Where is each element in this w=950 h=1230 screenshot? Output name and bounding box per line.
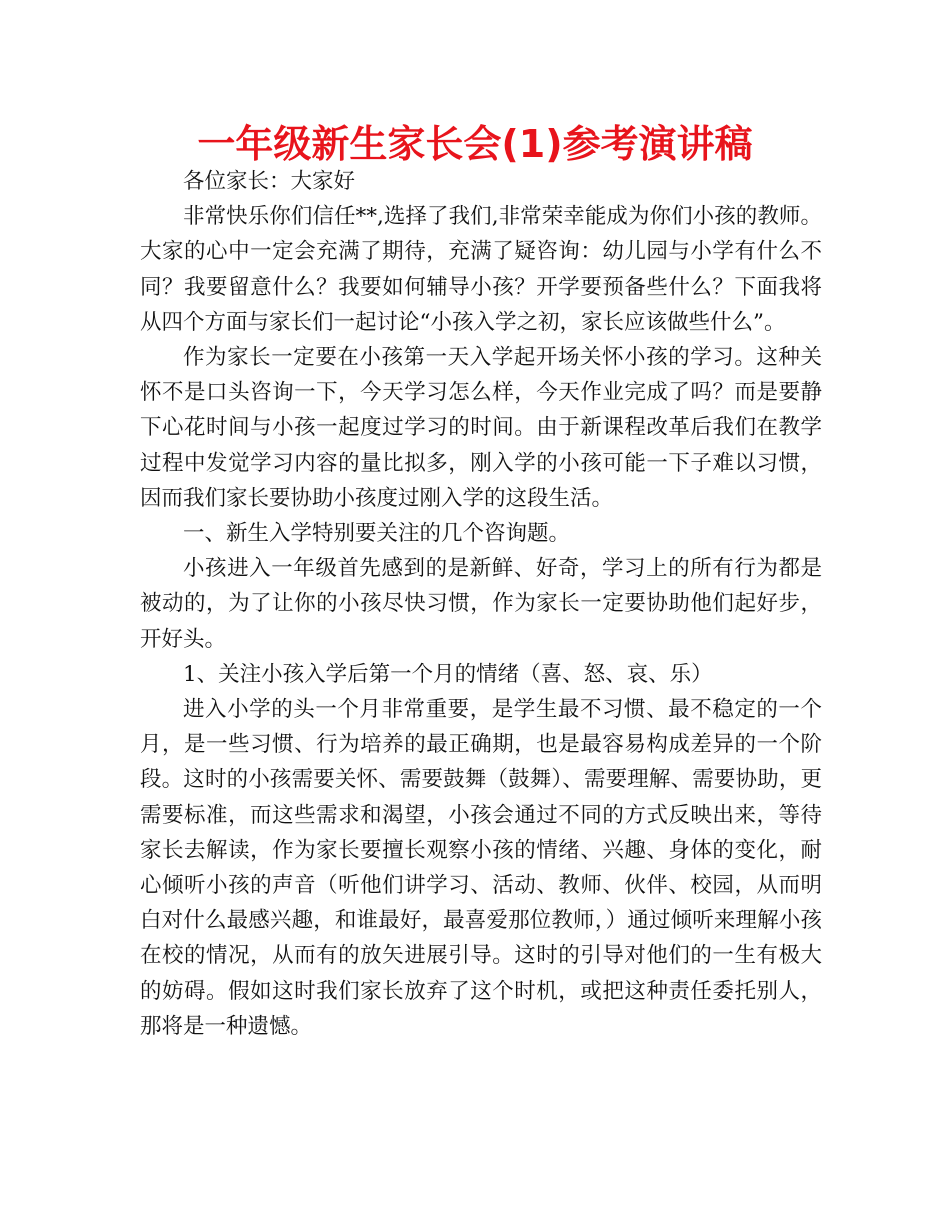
- document-body: [140, 164, 822, 1044]
- paragraph-intro: 非常快乐你们信任**,选择了我们,非常荣幸能成为你们小孩的教师。大家的心中一定会充满了期待，充满了疑咨询：幼儿园与小学有什么不同？我要留意什么？我要如何辅导小孩？开学要预备些什么？下面我将从四个方面与家长们一起讨论“小孩入学之初，家长应该做些什么”。: [140, 204, 822, 335]
- section-heading-1: 一、新生入学特别要关注的几个咨询题。: [183, 521, 571, 547]
- paragraph-parent-care: 作为家长一定要在小孩第一天入学起开场关怀小孩的学习。这种关怀不是口头咨询一下，今天学习怎么样，今天作业完成了吗？而是要静下心花时间与小孩一起度过学习的时间。由于新课程改革后我们在教学过程中发觉学习内容的量比拟多，刚入学的小孩可能一下子难以习惯，因而我们家长要协助小孩度过刚入学的这段生活。: [140, 345, 822, 511]
- paragraph-new-start: 小孩进入一年级首先感到的是新鲜、好奇，学习上的所有行为都是被动的，为了让你的小孩尽快习惯，作为家长一定要协助他们起好步，开好头。: [140, 556, 822, 652]
- subsection-heading-1: 1、关注小孩入学后第一个月的情绪（喜、怒、哀、乐）: [183, 661, 713, 687]
- paragraph-first-month: 进入小学的头一个月非常重要，是学生最不习惯、最不稳定的一个月，是一些习惯、行为培养的最正确期，也是最容易构成差异的一个阶段。这时的小孩需要关怀、需要鼓舞（鼓舞）、需要理解、需要协助，更需要标准，而这些需求和渴望，小孩会通过不同的方式反映出来，等待家长去解读，作为家长要擅长观察小孩的情绪、兴趣、身体的变化，耐心倾听小孩的声音（听他们讲学习、活动、教师、伙伴、校园，从而明白对什么最感兴趣，和谁最好，最喜爱那位教师，）通过倾听来理解小孩在校的情况，从而有的放矢进展引导。这时的引导对他们的一生有极大的妨碍。假如这时我们家长放弃了这个时机，或把这种责任委托别人，那将是一种遗憾。: [140, 697, 822, 1039]
- paragraph-greeting: 各位家长：大家好: [183, 169, 356, 194]
- document-title: 一年级新生家长会(1)参考演讲稿: [197, 122, 753, 166]
